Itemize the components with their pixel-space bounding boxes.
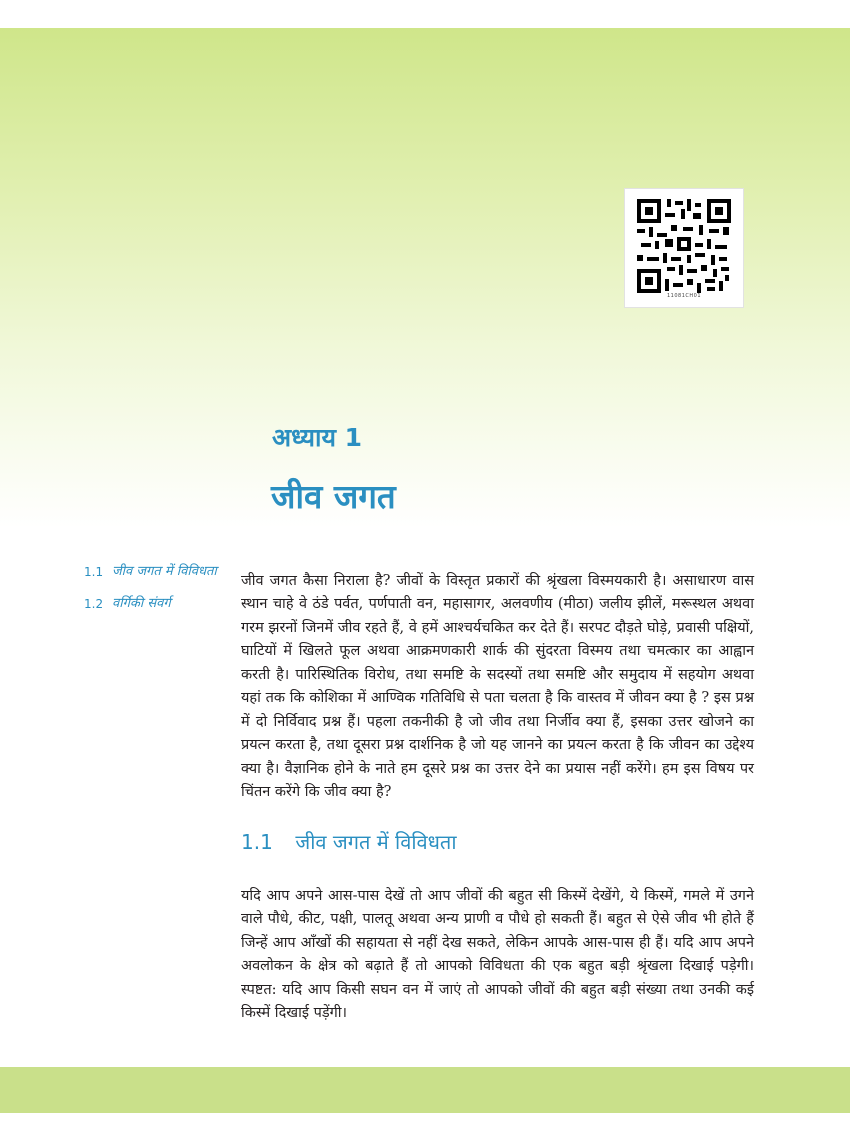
intro-paragraph: जीव जगत कैसा निराला है? जीवों के विस्तृत प्रकारों की श्रृंखला विस्मयकारी है। असाधारण वास स्थान चाहे वे ठंडे पर्वत, पर्णपाती वन, महासागर, अलवणीय (मीठा) जलीय झीलें, मरूस्थल अथवा गरम झरनों जिनमें जीव रहते हैं, वे हमें आश्चर्यचकित कर देते हैं। सरपट दौड़ते घोड़े, प्रवासी पक्षियों, घाटियों में खिलते फूल अथवा आक्रमणकारी शार्क की सुंदरता विस्मय तथा चमत्कार का आह्वान करती है। पारिस्थितिक विरोध, तथा समष्टि के सदस्यों तथा समष्टि और समुदाय में सहयोग अथवा यहां तक कि कोशिका में आण्विक गतिविधि से पता चलता है कि वास्तव में जीवन क्या है ? इस प्रश्न में दो निर्विवाद प्रश्न हैं। पहला तकनीकी है जो जीव तथा निर्जीव क्या हैं, इसका उत्तर खोजने का प्रयत्न करता है, तथा दूसरा प्रश्न दार्शनिक है जो यह जानने का प्रयत्न करता है कि जीवन का उद्देश्य क्या है। वैज्ञानिक होने के नाते हम दूसरे प्रश्न का उत्तर देने का प्रयास नहीं करेंगे। हम इस विषय पर चिंतन करेंगे कि जीव क्या है? [241, 572, 754, 800]
toc-item-title: जीव जगत में विविधता [112, 564, 217, 579]
chapter-title: जीव जगत [271, 477, 396, 516]
section-number: 1.1 [241, 830, 273, 854]
toc-item[interactable] [84, 560, 224, 584]
qr-code-id: 11081CH01 [666, 293, 702, 299]
section-paragraph: यदि आप अपने आस-पास देखें तो आप जीवों की बहुत सी किस्में देखेंगे, ये किस्में, गमले में उगने वाले पौधे, कीट, पक्षी, पालतू अथवा अन्य प्राणी व पौधे हो सकती हैं। बहुत से ऐसे जीव भी होते हैं जिन्हें आप आँखों की सहायता से नहीं देख सकते, लेकिन आपके आस-पास ही हैं। यदि आप अपने अवलोकन के क्षेत्र को बढ़ाते हैं तो आपको विविधता की एक बहुत बड़ी श्रृंखला दिखाई पड़ेगी। स्पष्टत: यदि आप किसी सघन वन में जाएं तो आपको जीवों की बहुत बड़ी संख्या तथा उनकी कई किस्में दिखाई पड़ेंगी। [241, 887, 754, 1021]
section-heading [241, 828, 457, 855]
qr-code-image [637, 199, 731, 293]
toc-item-number: 1.2 [84, 597, 104, 611]
qr-code-card[interactable] [624, 188, 744, 308]
footer-band [0, 1067, 850, 1113]
toc-item-title: वर्गिकी संवर्ग [112, 596, 171, 611]
section-title: जीव जगत में विविधता [295, 830, 457, 854]
toc-item-number: 1.1 [84, 565, 104, 579]
chapter-contents [84, 560, 224, 616]
toc-item[interactable] [84, 592, 224, 616]
chapter-label: अध्याय 1 [272, 423, 363, 452]
